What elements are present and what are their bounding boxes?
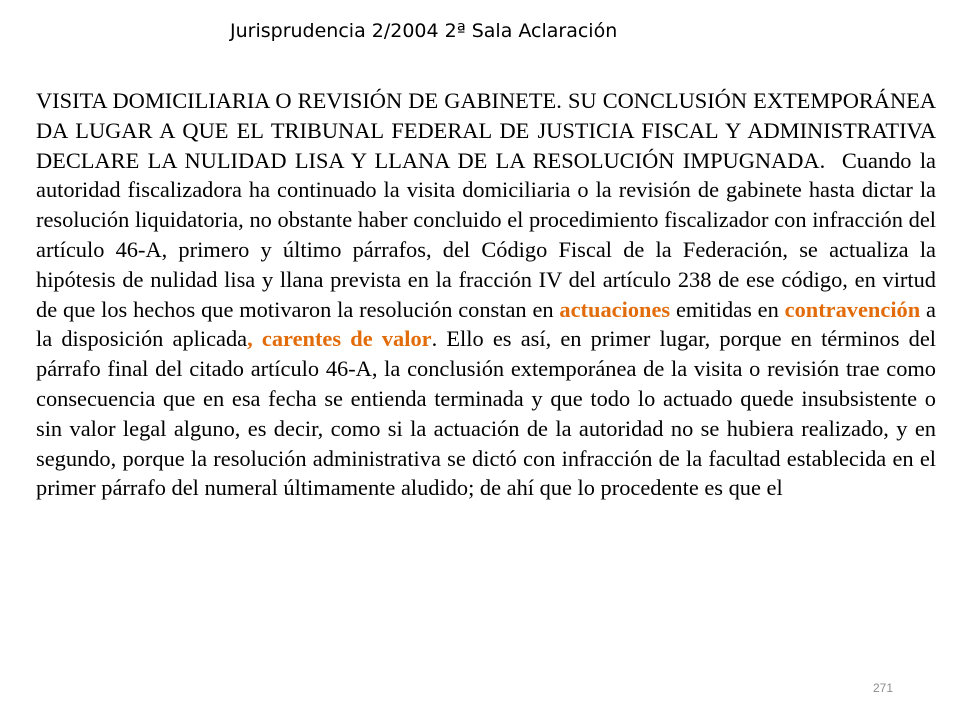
body-text-2: emitidas en [670, 296, 785, 322]
jurisprudence-heading: VISITA DOMICILIARIA O REVISIÓN DE GABINETE. SU CONCLUSIÓN EXTEMPORÁNEA DA LUGAR A QUE EL TRIBUNAL FEDERAL DE JUSTICIA FISCAL Y ADMINISTRATIVA DECLARE LA NULIDAD LISA Y LLANA DE LA RESOLUCIÓN IMPUGNADA. [36, 88, 936, 173]
body-text-3: a la disposición aplicada [36, 296, 936, 352]
jurisprudence-paragraph [36, 86, 936, 503]
slide-title: Jurisprudencia 2/2004 2ª Sala Aclaración [230, 20, 618, 42]
page-number: 271 [873, 681, 894, 695]
body-text-4: . Ello es así, en primer lugar, porque en términos del párrafo final del citado artículo 46-A, la conclusión extemporánea de la visita o revisión trae como consecuencia que en esa fecha se entienda terminada y que todo lo actuado quede insubsistente o sin valor legal alguno, es decir, como si la actuación de la autoridad no se hubiera realizado, y en segundo, porque la resolución administrativa se dictó con infracción de la facultad establecida en el primer párrafo del numeral últimamente aludido; de ahí que lo procedente es que el [36, 326, 936, 501]
highlight-carentes-de-valor: , carentes de valor [247, 326, 432, 352]
highlight-actuaciones: actuaciones [559, 296, 671, 322]
body-text-1: Cuando la autoridad fiscalizadora ha continuado la visita domiciliaria o la revisión de gabinete hasta dictar la resolución liquidatoria, no obstante haber concluido el procedimiento fiscalizador con infracción del artículo 46-A, primero y último párrafos, del Código Fiscal de la Federación, se actualiza la hipótesis de nulidad lisa y llana prevista en la fracción IV del artículo 238 de ese código, en virtud de que los hechos que motivaron la resolución constan en [36, 147, 936, 322]
heading-spacer [825, 148, 842, 173]
highlight-contravencion: contravención [784, 296, 921, 322]
